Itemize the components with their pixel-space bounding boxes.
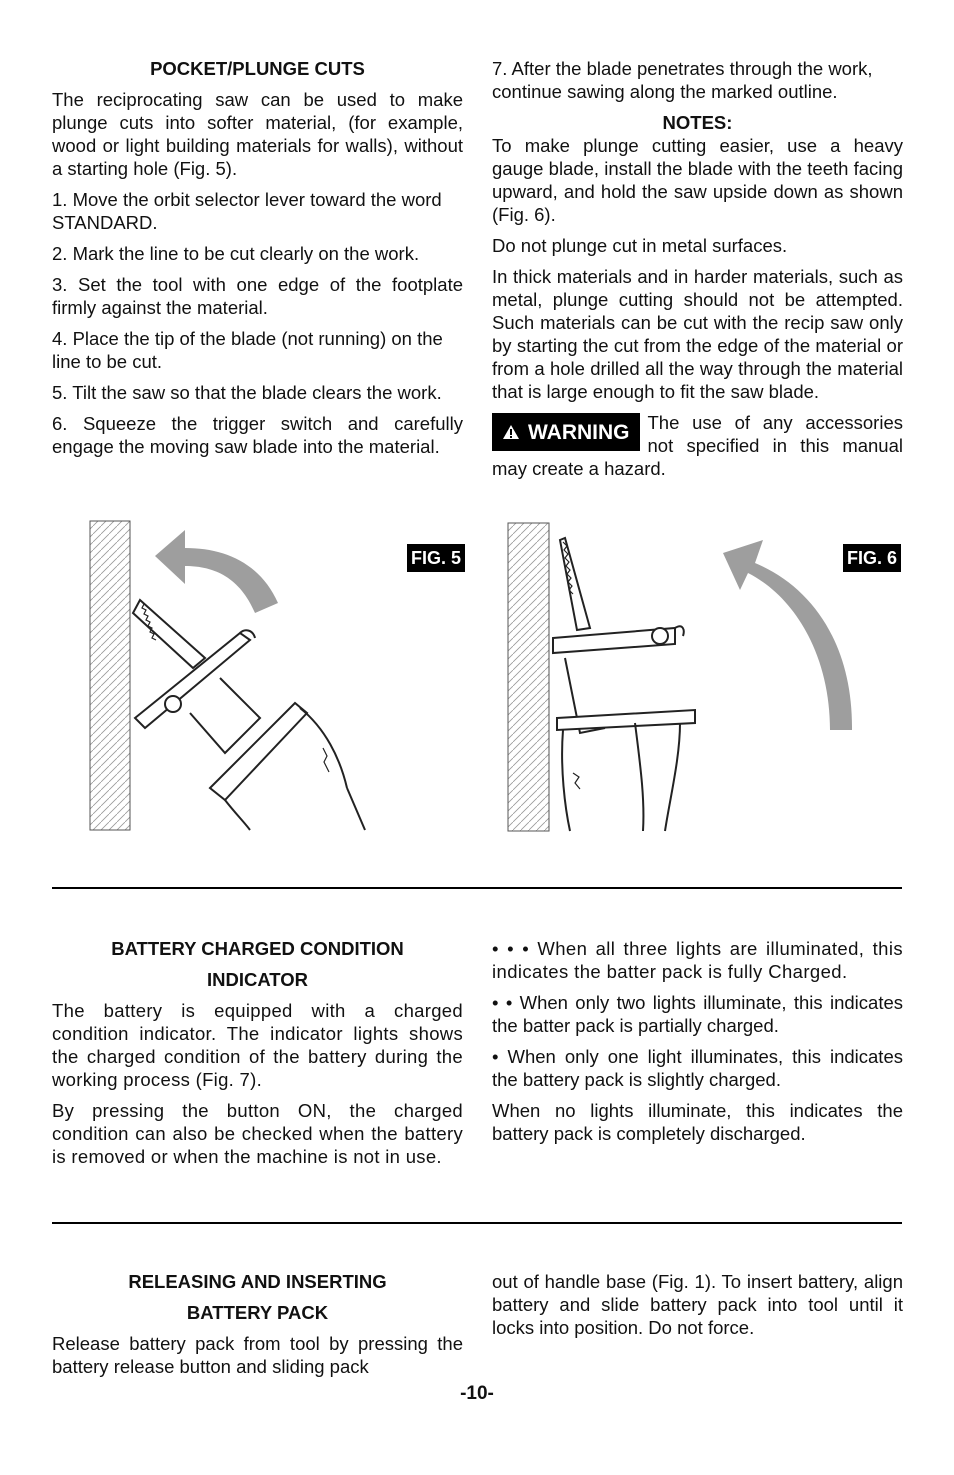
warning-block xyxy=(492,411,903,480)
note-1: To make plunge cutting easier, use a heavy gauge blade, install the blade with the teeth facing upward, and hold the saw upside down as shown (Fig. 6). xyxy=(492,135,903,225)
release-text-left: Release battery pack from tool by pressing the battery release button and sliding pack xyxy=(52,1333,463,1377)
warning-text: The use of any accessories not specified in this manual may create a hazard. xyxy=(492,412,903,479)
note-2: Do not plunge cut in metal surfaces. xyxy=(492,235,788,256)
fig6-illustration xyxy=(505,518,905,833)
divider-2 xyxy=(52,1222,902,1224)
release-heading-1: RELEASING AND INSERTING xyxy=(128,1271,387,1292)
page-number: -10- xyxy=(460,1383,494,1404)
release-text-right: out of handle base (Fig. 1). To insert battery, align battery and slide battery pack into tool until it locks into position. Do not force. xyxy=(492,1271,903,1338)
no-lights-text: When no lights illuminate, this indicates the battery pack is completely discharged. xyxy=(492,1100,903,1144)
fig6-workpiece xyxy=(508,523,549,831)
fig5-illustration xyxy=(85,518,475,833)
pocket-plunge-heading: POCKET/PLUNGE CUTS xyxy=(150,58,365,79)
section1-left-column xyxy=(52,57,463,466)
warning-label: WARNING xyxy=(528,420,630,444)
fig5-workpiece xyxy=(90,521,130,830)
notes-heading: NOTES: xyxy=(662,112,733,133)
step-4: 4. Place the tip of the blade (not running) on the line to be cut. xyxy=(52,328,443,372)
three-lights-text: • • • When all three lights are illuminated, this indicates the batter pack is fully Charged. xyxy=(492,938,903,982)
step-6: 6. Squeeze the trigger switch and carefully engage the moving saw blade into the material. xyxy=(52,413,463,457)
section3-left-column xyxy=(52,1270,463,1386)
battery-indicator-heading-1: BATTERY CHARGED CONDITION xyxy=(111,938,404,959)
step-5: 5. Tilt the saw so that the blade clears the work. xyxy=(52,382,442,403)
section2-right-column xyxy=(492,937,903,1153)
step-3: 3. Set the tool with one edge of the footplate firmly against the material. xyxy=(52,274,463,318)
fig6-saw xyxy=(553,538,695,831)
section2-left-column xyxy=(52,937,463,1176)
fig5-label: FIG. 5 xyxy=(410,548,462,568)
fig5-rotation-arrow xyxy=(155,530,278,613)
fig6-rotation-arrow xyxy=(723,540,852,730)
battery-indicator-para-1: The battery is equipped with a charged condition indicator. The indicator lights shows the charged condition of the battery during the working process (Fig. 7). xyxy=(52,1000,463,1090)
one-light-text: • When only one light illuminates, this indicates the battery pack is slightly charged. xyxy=(492,1046,903,1090)
note-3: In thick materials and in harder materials, such as metal, plunge cutting should not be attempted. Such materials can be cut with the recip saw only by starting the cut from the edge of the material or from a hole drilled all the way through the material that is large enough to fit the saw blade. xyxy=(492,266,903,402)
two-lights-text: • • When only two lights illuminate, this indicates the batter pack is partially charged. xyxy=(492,992,903,1036)
battery-indicator-heading-2: INDICATOR xyxy=(206,969,309,990)
warning-badge xyxy=(492,413,640,451)
section3-right-column xyxy=(492,1270,903,1347)
fig6-label: FIG. 6 xyxy=(846,548,898,568)
plunge-intro: The reciprocating saw can be used to make plunge cuts into softer material, (for example, wood or light building materials for walls), without a starting hole (Fig. 5). xyxy=(52,89,463,179)
fig5-saw xyxy=(133,600,365,830)
step-1: 1. Move the orbit selector lever toward the word STANDARD. xyxy=(52,189,442,233)
battery-indicator-para-2: By pressing the button ON, the charged condition can also be checked when the battery is removed or when the machine is not in use. xyxy=(52,1100,463,1167)
warning-triangle-icon xyxy=(502,424,520,440)
divider-1 xyxy=(52,887,902,889)
step-2: 2. Mark the line to be cut clearly on the work. xyxy=(52,243,420,264)
step-7: 7. After the blade penetrates through the work, continue sawing along the marked outline. xyxy=(492,58,873,102)
release-heading-2: BATTERY PACK xyxy=(186,1302,329,1323)
section1-right-column xyxy=(492,57,903,480)
